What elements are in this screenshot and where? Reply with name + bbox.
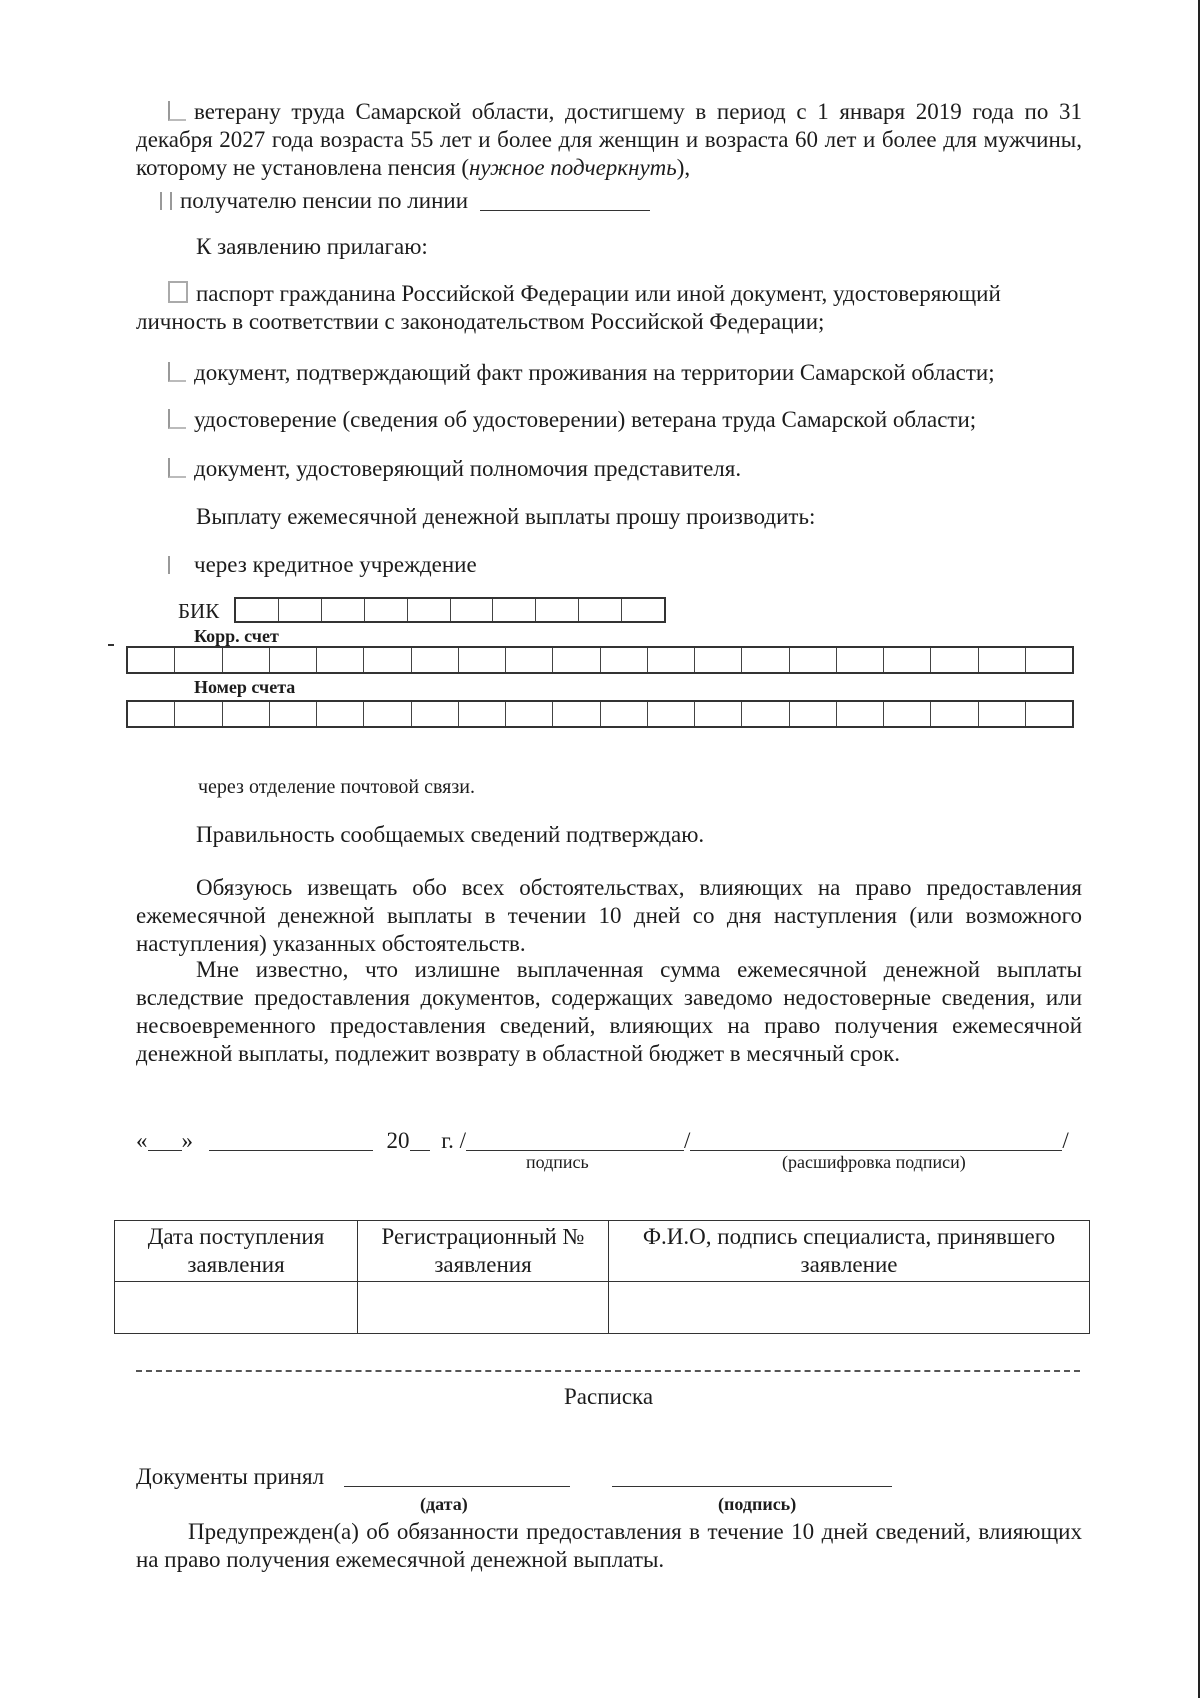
corr-account-input[interactable] bbox=[126, 646, 1074, 674]
veteran-checkbox[interactable] bbox=[168, 101, 186, 121]
digit-box[interactable] bbox=[648, 702, 695, 726]
digit-box[interactable] bbox=[884, 702, 931, 726]
signature-line: « » 20 г. / / / bbox=[136, 1128, 1069, 1153]
payment-post[interactable]: через отделение почтовой связи. bbox=[198, 776, 475, 798]
digit-box[interactable] bbox=[622, 599, 664, 621]
digit-box[interactable] bbox=[1026, 648, 1072, 672]
digit-box[interactable] bbox=[223, 648, 270, 672]
digit-box[interactable] bbox=[270, 648, 317, 672]
col-reg-number: Регистрационный № заявления bbox=[358, 1221, 609, 1282]
obligation-text: Обязуюсь извещать обо всех обстоятельствах, влияющих на право предоставления ежемесячной денежной выплаты в течении 10 дней со дня наступления (или возможного наступления) указанных обстоятельств. bbox=[136, 875, 1082, 956]
payment-credit[interactable]: через кредитное учреждение bbox=[168, 550, 477, 580]
digit-box[interactable] bbox=[459, 648, 506, 672]
option-pension[interactable]: получателю пенсии по линии bbox=[160, 186, 650, 216]
digit-box[interactable] bbox=[553, 648, 600, 672]
corr-label: Корр. счет bbox=[194, 626, 279, 646]
warning-text: Предупрежден(а) об обязанности предоставления в течение 10 дней сведений, влияющих на право получения ежемесячной денежной выплаты. bbox=[136, 1519, 1082, 1572]
digit-box[interactable] bbox=[931, 648, 978, 672]
pension-checkbox[interactable] bbox=[160, 192, 172, 210]
digit-box[interactable] bbox=[408, 599, 451, 621]
attachment-representative[interactable]: документ, удостоверяющий полномочия представителя. bbox=[168, 454, 741, 484]
digit-box[interactable] bbox=[1026, 702, 1072, 726]
confirm-text: Правильность сообщаемых сведений подтверждаю. bbox=[196, 822, 705, 847]
digit-box[interactable] bbox=[601, 648, 648, 672]
col-date: Дата поступления заявления bbox=[115, 1221, 358, 1282]
digit-box[interactable] bbox=[742, 648, 789, 672]
payment-heading: Выплату ежемесячной денежной выплаты прошу производить: bbox=[196, 504, 816, 529]
receipt-date-field[interactable] bbox=[344, 1468, 570, 1487]
day-field[interactable] bbox=[148, 1132, 182, 1151]
residence-checkbox[interactable] bbox=[168, 362, 186, 382]
accepted-line: Документы принял bbox=[136, 1462, 892, 1492]
digit-box[interactable] bbox=[553, 702, 600, 726]
digit-box[interactable] bbox=[322, 599, 365, 621]
sign-caption: подпись bbox=[526, 1152, 589, 1172]
date-cell[interactable] bbox=[115, 1282, 358, 1334]
digit-box[interactable] bbox=[175, 648, 222, 672]
registration-table bbox=[114, 1220, 1090, 1334]
attachments-heading: К заявлению прилагаю: bbox=[196, 234, 428, 259]
awareness-text: Мне известно, что излишне выплаченная сумма ежемесячной денежной выплаты вследствие предоставления документов, содержащих заведомо недостоверные сведения, или несвоевременного предоставления сведений, влияющих на право получения ежемесячной денежной выплаты, подлежит возврату в областной бюджет в месячный срок. bbox=[136, 957, 1082, 1066]
digit-box[interactable] bbox=[648, 648, 695, 672]
attachment-residence[interactable]: документ, подтверждающий факт проживания на территории Самарской области; bbox=[168, 358, 995, 388]
digit-box[interactable] bbox=[742, 702, 789, 726]
digit-box[interactable] bbox=[931, 702, 978, 726]
digit-box[interactable] bbox=[884, 648, 931, 672]
digit-box[interactable] bbox=[317, 648, 364, 672]
pension-line-field[interactable] bbox=[480, 192, 650, 211]
passport-checkbox[interactable] bbox=[168, 281, 188, 303]
digit-box[interactable] bbox=[459, 702, 506, 726]
digit-box[interactable] bbox=[412, 702, 459, 726]
digit-box[interactable] bbox=[695, 702, 742, 726]
digit-box[interactable] bbox=[979, 648, 1026, 672]
scan-mark bbox=[108, 644, 114, 646]
attachment-certificate[interactable]: удостоверение (сведения об удостоверении) ветерана труда Самарской области; bbox=[168, 405, 976, 435]
month-field[interactable] bbox=[209, 1132, 373, 1151]
digit-box[interactable] bbox=[364, 702, 411, 726]
option-veteran[interactable]: ветерану труда Самарской области, достигшему в период с 1 января 2019 года по 31 декабря 2027 года возраста 55 лет и более для женщин и возраста 60 лет и более для мужчины, которому не установлена пенсия (нужное подчеркнуть), bbox=[136, 99, 1082, 180]
year-field[interactable] bbox=[410, 1132, 430, 1151]
digit-box[interactable] bbox=[270, 702, 317, 726]
receipt-sign-field[interactable] bbox=[612, 1468, 892, 1487]
signature-decode-field[interactable] bbox=[690, 1132, 1062, 1151]
digit-box[interactable] bbox=[695, 648, 742, 672]
digit-box[interactable] bbox=[493, 599, 536, 621]
specialist-cell[interactable] bbox=[609, 1282, 1090, 1334]
digit-box[interactable] bbox=[601, 702, 648, 726]
digit-box[interactable] bbox=[837, 648, 884, 672]
digit-box[interactable] bbox=[790, 702, 837, 726]
signature-field[interactable] bbox=[466, 1132, 684, 1151]
digit-box[interactable] bbox=[317, 702, 364, 726]
bik-label: БИК bbox=[178, 599, 220, 623]
col-specialist: Ф.И.О, подпись специалиста, принявшего заявление bbox=[609, 1221, 1090, 1282]
reg-number-cell[interactable] bbox=[358, 1282, 609, 1334]
credit-checkbox[interactable] bbox=[168, 556, 186, 574]
digit-box[interactable] bbox=[790, 648, 837, 672]
digit-box[interactable] bbox=[979, 702, 1026, 726]
date-caption: (дата) bbox=[420, 1494, 468, 1514]
digit-box[interactable] bbox=[451, 599, 494, 621]
digit-box[interactable] bbox=[412, 648, 459, 672]
digit-box[interactable] bbox=[236, 599, 279, 621]
account-number-input[interactable] bbox=[126, 700, 1074, 728]
table-row bbox=[115, 1282, 1090, 1334]
receipt-title: Расписка bbox=[564, 1384, 654, 1409]
digit-box[interactable] bbox=[279, 599, 322, 621]
digit-box[interactable] bbox=[364, 648, 411, 672]
account-label: Номер счета bbox=[194, 677, 296, 697]
cut-line bbox=[136, 1370, 1080, 1372]
certificate-checkbox[interactable] bbox=[168, 409, 186, 429]
digit-box[interactable] bbox=[223, 702, 270, 726]
attachment-passport[interactable]: паспорт гражданина Российской Федерации или иной документ, удостоверяющий личность в соответствии с законодательством Российской Федерации; bbox=[136, 281, 1001, 334]
receipt-sign-caption: (подпись) bbox=[718, 1494, 797, 1514]
digit-box[interactable] bbox=[175, 702, 222, 726]
digit-box[interactable] bbox=[506, 702, 553, 726]
digit-box[interactable] bbox=[506, 648, 553, 672]
bik-input[interactable] bbox=[234, 597, 666, 623]
digit-box[interactable] bbox=[128, 702, 175, 726]
digit-box[interactable] bbox=[128, 648, 175, 672]
digit-box[interactable] bbox=[365, 599, 408, 621]
decode-caption: (расшифровка подписи) bbox=[782, 1152, 966, 1172]
representative-checkbox[interactable] bbox=[168, 458, 186, 478]
table-header-row bbox=[115, 1221, 1090, 1282]
digit-box[interactable] bbox=[579, 599, 622, 621]
digit-box[interactable] bbox=[837, 702, 884, 726]
digit-box[interactable] bbox=[536, 599, 579, 621]
